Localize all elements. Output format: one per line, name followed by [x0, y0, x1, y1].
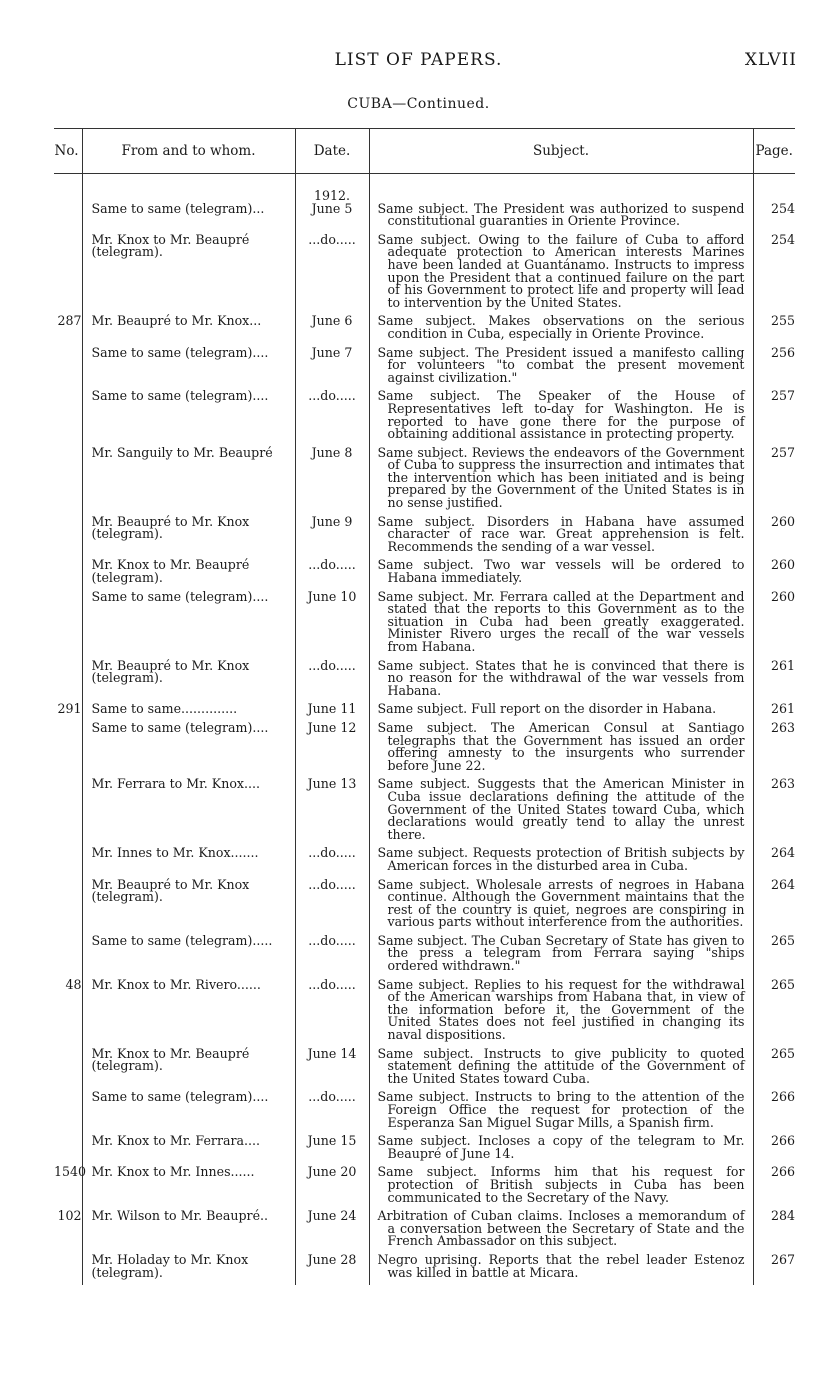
from-text: Mr. Knox to Mr. Beaupré (telegram).	[91, 231, 250, 260]
from-text: Mr. Innes to Mr. Knox.......	[91, 845, 259, 861]
cell-no	[54, 722, 82, 778]
cell-subject	[369, 719, 753, 778]
page-number: XLVII	[744, 50, 797, 70]
cell-date	[295, 976, 369, 1048]
from-text: Mr. Wilson to Mr. Beaupré..	[91, 1208, 269, 1224]
papers-table	[54, 128, 795, 1285]
subject-text: Same subject. The Cuban Secretary of State has given to the press a telegram from Ferrara saying "ships ordered withdrawn."	[377, 932, 745, 974]
cell-page: 264	[753, 879, 795, 935]
cell-no	[54, 1091, 82, 1135]
cell-no	[54, 447, 82, 516]
cell-no	[54, 516, 82, 560]
cell-page: 265	[753, 979, 795, 1048]
subject-text: Same subject. Disorders in Habana have assumed character of race war. Great apprehension is felt. Recommends the sending of a war vessel.	[377, 513, 745, 554]
cell-date	[295, 719, 369, 778]
table-row	[54, 315, 795, 346]
date-text: June 6	[311, 313, 353, 329]
subject-text: Same subject. Instructs to bring to the attention of the Foreign Office the request for protection of the Esperanza San Miguel Sugar Mills, a Spanish firm.	[377, 1089, 745, 1130]
table-row	[54, 190, 795, 234]
cell-date	[295, 1045, 369, 1092]
table-row	[54, 390, 795, 446]
cell-page: 257	[753, 447, 795, 516]
date-text: ...do.....	[308, 976, 356, 992]
date-text: June 9	[311, 513, 353, 529]
subject-text: Same subject. The Speaker of the House of Representatives left to-day for Washington. He is reported to have gone there for the purpose of obtaining additional assistance in protecting property.	[377, 388, 745, 442]
subject-text: Negro uprising. Reports that the rebel leader Estenoz was killed in battle at Micara.	[377, 1251, 745, 1280]
cell-subject	[369, 344, 753, 391]
cell-from	[82, 1166, 295, 1210]
subject-text: Arbitration of Cuban claims. Incloses a memorandum of a conversation between the Secretary of State and the French Ambassador on this subject.	[377, 1208, 745, 1249]
cell-no	[54, 660, 82, 704]
cell-no	[54, 935, 82, 979]
subject-text: Same subject. Wholesale arrests of negroes in Habana continue. Although the Government maintains that the rest of the country is quiet, negroes are conspiring in various parts without interference from the authorities.	[377, 876, 745, 930]
date-text: June 13	[307, 776, 357, 792]
date-text: June 20	[307, 1164, 357, 1180]
cell-subject	[369, 559, 753, 590]
cell-subject	[369, 976, 753, 1048]
cell-from	[82, 588, 295, 660]
cell-date	[295, 315, 369, 346]
subject-text: Same subject. Incloses a copy of the telegram to Mr. Beaupré of June 14.	[377, 1133, 745, 1161]
date-text: ...do.....	[308, 1089, 356, 1105]
cell-date	[295, 588, 369, 660]
date-text: ...do.....	[308, 876, 356, 892]
cell-subject	[369, 588, 753, 660]
cell-date	[295, 1251, 369, 1285]
cell-subject	[369, 1166, 753, 1210]
cell-date	[295, 231, 369, 316]
cell-no	[54, 778, 82, 847]
table-row	[54, 847, 795, 878]
cell-date	[295, 390, 369, 446]
cell-no	[54, 1048, 82, 1092]
cell-subject	[369, 657, 753, 704]
papers-table-container	[54, 128, 795, 1285]
cell-no	[54, 559, 82, 590]
cell-date	[295, 1135, 369, 1166]
column-header-no: No.	[54, 129, 82, 174]
cell-page: 260	[753, 516, 795, 560]
table-row	[54, 559, 795, 590]
cell-from	[82, 559, 295, 590]
cell-from	[82, 231, 295, 316]
table-row	[54, 1091, 795, 1135]
subject-text: Same subject. Informs him that his request for protection of British subjects in Cuba has been communicated to the Secretary of the Navy.	[377, 1164, 745, 1205]
cell-page: 261	[753, 660, 795, 704]
date-text: ...do.....	[308, 231, 356, 247]
table-row	[54, 1210, 795, 1254]
from-text: Mr. Ferrara to Mr. Knox....	[91, 776, 261, 792]
table-row	[54, 591, 795, 660]
date-text: ...do.....	[308, 557, 356, 573]
from-text: Mr. Knox to Mr. Beaupré (telegram).	[91, 1045, 250, 1074]
cell-subject	[369, 1251, 753, 1285]
subject-text: Same subject. The American Consul at Santiago telegraphs that the Government has issued an order offering amnesty to the insurgents who surrender before June 22.	[377, 719, 745, 773]
column-header-from: From and to whom.	[82, 129, 295, 174]
subject-text: Same subject. Reviews the endeavors of the Government of Cuba to suppress the insurrection and intimates that the intervention which has been initiated and is being prepared by the Government of the United States is in no sense justified.	[377, 444, 745, 511]
table-row	[54, 879, 795, 935]
cell-no: 1540	[54, 1164, 87, 1180]
table-row	[54, 516, 795, 560]
cell-no	[54, 591, 82, 660]
table-row	[54, 447, 795, 516]
date-text: ...do.....	[308, 388, 356, 404]
cell-date	[295, 876, 369, 935]
cell-from	[82, 315, 295, 346]
subject-text: Same subject. States that he is convinced that there is no reason for the withdrawal of the war vessels from Habana.	[377, 657, 745, 698]
cell-no	[54, 847, 82, 878]
column-header-page: Page.	[753, 129, 795, 174]
cell-from	[82, 1210, 295, 1254]
page-title: LIST OF PAPERS.	[334, 50, 503, 70]
table-row	[54, 660, 795, 704]
table-row	[54, 1048, 795, 1092]
cell-from	[82, 657, 295, 704]
subject-text: Same subject. Full report on the disorder in Habana.	[377, 701, 717, 717]
cell-date	[295, 1210, 369, 1254]
cell-from	[82, 778, 295, 847]
cell-page: 265	[753, 1048, 795, 1092]
from-text: Same to same (telegram)...	[91, 200, 265, 216]
from-text: Mr. Knox to Mr. Beaupré (telegram).	[91, 557, 250, 586]
table-header	[54, 129, 795, 174]
date-text: June 15	[307, 1133, 357, 1149]
section-title: CUBA—Continued.	[347, 96, 490, 112]
table-row	[54, 347, 795, 391]
subject-text: Same subject. Instructs to give publicity to quoted statement defining the attitude of the Government of the United States toward Cuba.	[377, 1045, 745, 1086]
cell-page: 256	[753, 347, 795, 391]
cell-subject	[369, 231, 753, 316]
cell-subject	[369, 390, 753, 446]
cell-date	[295, 932, 369, 979]
cell-page: 254	[753, 190, 795, 234]
cell-from	[82, 1135, 295, 1166]
cell-subject	[369, 513, 753, 560]
date-text: June 11	[307, 701, 357, 717]
cell-date	[295, 1091, 369, 1135]
date-text: June 12	[307, 719, 357, 735]
cell-from	[82, 719, 295, 778]
table-row	[54, 979, 795, 1048]
from-text: Same to same..............	[91, 701, 238, 717]
cell-subject	[369, 1045, 753, 1092]
from-text: Mr. Beaupré to Mr. Knox (telegram).	[91, 657, 250, 686]
cell-date	[295, 657, 369, 704]
cell-from	[82, 390, 295, 446]
cell-subject	[369, 778, 753, 847]
column-header-date: Date.	[295, 129, 369, 174]
date-text: June 8	[311, 444, 353, 460]
cell-from	[82, 847, 295, 878]
date-text: June 10	[307, 588, 357, 604]
cell-no	[54, 190, 82, 234]
cell-from	[82, 1091, 295, 1135]
cell-no	[54, 390, 82, 446]
table-row	[54, 778, 795, 847]
from-text: Mr. Holaday to Mr. Knox (telegram).	[91, 1251, 249, 1280]
cell-subject	[369, 1210, 753, 1254]
cell-subject	[369, 190, 753, 234]
subject-text: Same subject. Suggests that the American Minister in Cuba issue declarations defining the attitude of the Government of the United States toward Cuba, which declarations would greatly tend to allay the unrest there.	[377, 776, 745, 842]
date-text: June 14	[307, 1045, 357, 1061]
date-text: June 7	[311, 344, 353, 360]
cell-subject	[369, 876, 753, 935]
cell-page: 257	[753, 390, 795, 446]
cell-no: 48	[65, 976, 82, 992]
cell-page: 284	[753, 1210, 795, 1254]
cell-page: 260	[753, 559, 795, 590]
date-text: June 24	[307, 1208, 357, 1224]
cell-date	[295, 444, 369, 516]
cell-from	[82, 932, 295, 979]
cell-subject	[369, 1135, 753, 1166]
cell-from	[82, 1045, 295, 1092]
cell-no	[54, 234, 82, 316]
from-text: Same to same (telegram)....	[91, 1089, 269, 1105]
cell-date	[295, 190, 369, 234]
cell-page: 266	[753, 1135, 795, 1166]
table-row	[54, 1254, 795, 1285]
year-label: 1912.	[313, 188, 351, 203]
cell-subject	[369, 847, 753, 878]
from-text: Mr. Sanguily to Mr. Beaupré	[91, 444, 273, 460]
subject-text: Same subject. Replies to his request for the withdrawal of the American warships from Habana that, in view of the information before it, the Government of the United States does not feel justified in changing its naval dispositions.	[377, 976, 745, 1043]
cell-from	[82, 976, 295, 1048]
table-row	[54, 1135, 795, 1166]
cell-page: 261	[753, 703, 795, 722]
from-text: Same to same (telegram)....	[91, 344, 269, 360]
subject-text: Same subject. The President issued a manifesto calling for volunteers "to combat the present movement against civilization."	[377, 344, 745, 385]
cell-date	[295, 344, 369, 391]
cell-date	[295, 513, 369, 560]
cell-from	[82, 190, 295, 234]
cell-page: 254	[753, 234, 795, 316]
cell-from	[82, 344, 295, 391]
cell-page: 266	[753, 1166, 795, 1210]
from-text: Mr. Knox to Mr. Rivero......	[91, 976, 261, 992]
cell-page: 265	[753, 935, 795, 979]
from-text: Mr. Knox to Mr. Ferrara....	[91, 1133, 261, 1149]
from-text: Same to same (telegram)....	[91, 388, 269, 404]
subject-text: Same subject. Makes observations on the serious condition in Cuba, especially in Oriente Province.	[377, 313, 745, 341]
table-row	[54, 1166, 795, 1210]
from-text: Mr. Beaupré to Mr. Knox (telegram).	[91, 876, 250, 905]
subject-text: Same subject. Requests protection of British subjects by American forces in the disturbed area in Cuba.	[377, 845, 745, 873]
cell-page: 264	[753, 847, 795, 878]
cell-subject	[369, 1091, 753, 1135]
cell-subject	[369, 444, 753, 516]
cell-no	[54, 347, 82, 391]
date-text: ...do.....	[308, 657, 356, 673]
cell-from	[82, 444, 295, 516]
cell-date	[295, 559, 369, 590]
cell-date	[295, 778, 369, 847]
table-row	[54, 722, 795, 778]
cell-page: 267	[753, 1254, 795, 1285]
cell-page: 266	[753, 1091, 795, 1135]
cell-no	[54, 1254, 82, 1285]
table-row	[54, 234, 795, 316]
cell-subject	[369, 315, 753, 346]
cell-no: 287	[57, 313, 82, 329]
subject-text: Same subject. The President was authorized to suspend constitutional guaranties in Oriente Province.	[377, 200, 745, 229]
date-text: June 5	[311, 200, 353, 216]
cell-from	[82, 1251, 295, 1285]
from-text: Mr. Beaupré to Mr. Knox...	[91, 313, 262, 329]
cell-page: 263	[753, 722, 795, 778]
cell-no	[54, 879, 82, 935]
from-text: Same to same (telegram)....	[91, 588, 269, 604]
from-text: Mr. Knox to Mr. Innes......	[91, 1164, 255, 1180]
subject-text: Same subject. Two war vessels will be ordered to Habana immediately.	[377, 557, 745, 586]
cell-from	[82, 513, 295, 560]
cell-page: 260	[753, 591, 795, 660]
cell-from	[82, 876, 295, 935]
cell-no: 291	[57, 701, 82, 717]
date-text: ...do.....	[308, 932, 356, 948]
cell-date	[295, 1166, 369, 1210]
date-text: June 28	[307, 1251, 357, 1267]
from-text: Mr. Beaupré to Mr. Knox (telegram).	[91, 513, 250, 542]
cell-subject	[369, 932, 753, 979]
cell-page: 263	[753, 778, 795, 847]
from-text: Same to same (telegram).....	[91, 932, 273, 948]
column-header-subject: Subject.	[369, 129, 753, 174]
table-row	[54, 935, 795, 979]
subject-text: Same subject. Owing to the failure of Cuba to afford adequate protection to American interests Marines have been landed at Guantánamo. Instructs to impress upon the President that a continued failure on the part of his Government to protect life and property will lead to intervention by the United States.	[377, 231, 745, 310]
cell-page: 255	[753, 315, 795, 346]
cell-date	[295, 847, 369, 878]
date-text: ...do.....	[308, 845, 356, 861]
cell-no: 102	[57, 1208, 82, 1224]
from-text: Same to same (telegram)....	[91, 719, 269, 735]
table-body	[54, 174, 795, 1286]
subject-text: Same subject. Mr. Ferrara called at the Department and stated that the reports to this Government as to the situation in Cuba had been greatly exaggerated. Minister Rivero urges the recall of the war vessels from Habana.	[377, 588, 745, 654]
cell-no	[54, 1135, 82, 1166]
